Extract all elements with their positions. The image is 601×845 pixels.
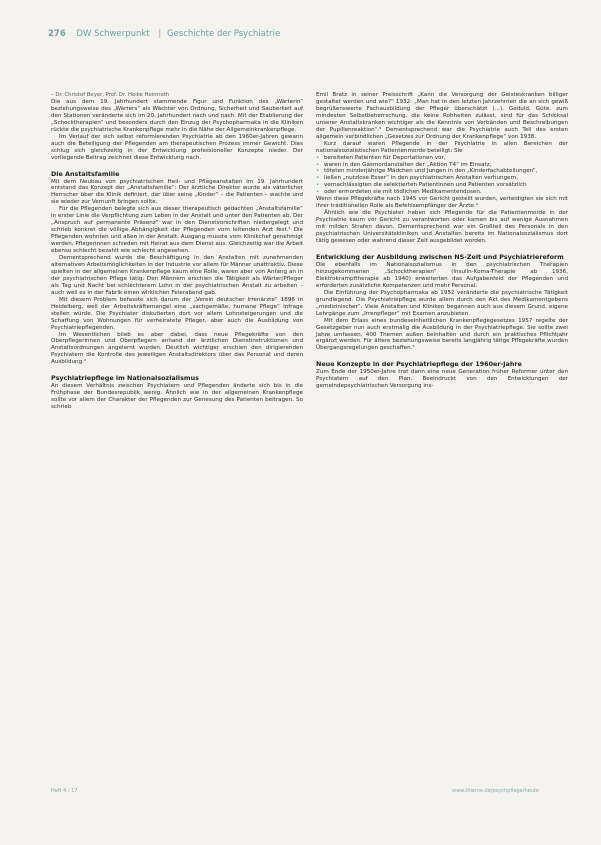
- footer-issue: Heft 4 / 17: [51, 788, 78, 794]
- body-paragraph: Kurz darauf waren Pflegende in der Psychiatrie in allen Bereichen der nationalsozialistischen Patientenmorde beteiligt: Sie: [316, 140, 568, 154]
- body-paragraph: Für die Pflegenden belegte sich aus dieser therapeutisch gedachten „Anstaltsfamilie“ in erster Linie die Verpflichtung zum Leben in der Anstalt und unter den Patienten ab. Der „Anspruch auf permanente Präsenz“ war in den Dienstvorschriften niedergelegt und schrieb konkret die völlige Abhängigkeit der Pflegenden vom leitenden Arzt fest.¹ Die Pflegenden wohnten und aßen in der Anstalt. Ausgang musste vom Klinikchef genehmigt werden, Pflegerinnen schieden mit Heirat aus dem Dienst aus. Gleichzeitig war die Arbeit ebenso schlecht bezahlt wie schlecht angesehen.: [51, 206, 303, 255]
- header-separator: |: [158, 29, 162, 39]
- right-column: [316, 92, 568, 390]
- running-header: [48, 29, 280, 43]
- body-paragraph: Emil Bratz in seiner Preisschrift „Kann die Versorgung der Geisteskranken billiger gestaltet werden und wie?“ 1932: „Man hat in den letzten Jahrzehnten die an sich gewiß begrüßenswerte Fachausbildung der Pfleger überschätzt (...). Geduld, Güte, zum mindesten Selbstbeherrschung, die keine Rohheiten zulässt, sind für das Schicksal unserer Anstaltskranken wichtiger als die Kenntnis von Verbänden und Beschreibungen der Pupillenreaktion“.³ Dementsprechend war die Psychiatrie auch Teil des ersten allgemein verbindlichen „Gesetzes zur Ordnung der Krankenpflege“ von 1938.: [316, 92, 568, 140]
- section-heading: Die Anstaltsfamilie: [51, 169, 120, 178]
- intro-paragraph: Die aus dem 19. Jahrhundert stammende Figur und Funktion des „Wärterin“ beziehungsweise des „Wärters“ als Wächter von Ordnung, Sicherheit und Sauberkeit auf den Stationen veränderte sich im 20. Jahrhundert nach und nach. Mit der Etablierung der „Schocktherapien“ und besonders durch den Einzug der Psychopharmaka in die Kliniken rückte die psychiatrische Krankenpflege mehr in die Nähe der Allgemeinkrankenpflege.: [51, 98, 303, 133]
- list-item: • waren in den Gasmordanstalten der „Aktion T4“ im Einsatz,: [316, 162, 568, 169]
- section-title: Geschichte der Psychiatrie: [166, 29, 281, 39]
- left-column: [51, 92, 303, 411]
- list-item: • vernachlässigten die selektierten Patientinnen und Patienten vorsätzlich: [316, 182, 568, 189]
- body-paragraph: Wenn diese Pflegekräfte nach 1945 vor Gericht gestellt wurden, verteidigten sie sich mit ihrer traditionellen Rolle als Befehlsempfänger der Ärzte.⁴: [316, 196, 568, 210]
- footer-url[interactable]: www.thieme.de/psychpflege/heute: [452, 788, 539, 794]
- body-paragraph: Im Wesentlichen blieb es aber dabei, dass neue Pflegekräfte von den Oberpflegerinnen und Oberpflegern anhand der ärztlichen Dienstinstruktionen und Anstaltsordnungen angelernt wurden. Deutlich wichtiger erschien den dirigierenden Psychiatern die Kontrolle des jeweiligen Anstaltsdirektors über das Personal und deren Ausbildung.²: [51, 331, 303, 366]
- section-heading: Psychiatriepflege im Nationalsozialismus: [51, 374, 199, 383]
- section-name: DW Schwerpunkt: [76, 29, 150, 39]
- body-paragraph: Mit dem Erlass eines bundeseinheitlichen Krankenpflegegesetzes 1957 regelte der Gesetzgeber nun auch erstmalig die Ausbildung in der Psychiatriepflege. Sie sollte zwei Jahre umfassen, 400 Themen außen beinhalten und durch ein praktisches Pflichtjahr ergänzt werden. Für ältere beziehungsweise bereits langjährig tätige Pflegekräfte wurden Übergangsregelungen geschaffen.⁵: [316, 317, 568, 352]
- page-number: 276: [48, 29, 66, 39]
- body-paragraph: An diesem Verhältnis zwischen Psychiatern und Pflegenden änderte sich bis in die Frühphase der Bundesrepublik wenig. Ähnlich wie in der allgemeinen Krankenpflege sollte vor allem der Charakter der Pflegenden zur Genesung des Patienten beitragen. So schrieb: [51, 383, 303, 411]
- body-paragraph: Dementsprechend wurde die Beschäftigung in den Anstalten mit zunehmenden alternativen Arbeitsmöglichkeiten in der Industrie vor allem für Männer unattraktiv. Diese spielten in der allgemeinen Krankenpflege kaum eine Rolle, waren aber von Anfang an in der psychiatrischen Pflege tätig. Den Männern erschien die Tätigkeit als Wärter/Pfleger als Tag und Nacht bei schlechterem Lohn in der psychiatrischen Anstalt zu arbeiten – auch weil es in der Fabrik einen wirklichen Feierabend gab.: [51, 255, 303, 296]
- section-heading: Entwicklung der Ausbildung zwischen NS-Zeit und Psychiatriereform: [316, 252, 564, 261]
- body-paragraph: Mit diesem Problem befasste sich darum der „Verein deutscher Irrenärzte“ 1896 in Heidelberg, weil der Arbeitskräftemangel eine „sachgemäße, humane Pflege“ infrage stellen würde. Die Psychiater diskutierten dort vor allem Lohnsteigerungen und die Schaffung von Wohnungen für verheiratete Pfleger, aber auch die Ausbildung von Psychiatriepflegenden.: [51, 296, 303, 331]
- author-line: – Dr. Christof Beyer, Prof. Dr. Heike Heimroth: [51, 92, 170, 98]
- list-item: • töteten minderjährige Mädchen und Jungen in den „Kinderfachabteilungen“,: [316, 168, 568, 175]
- intro-paragraph: Im Verlauf der sich selbst reformierenden Psychiatrie ab den 1960er-Jahren gewann auch die Beteiligung der Pflegenden am therapeutischen Prozess immer Gewicht. Dies schlug sich gleichzeitig in der Entwicklung professioneller Konzepte nieder. Der vorliegende Beitrag zeichnet diese Entwicklung nach.: [51, 133, 303, 161]
- body-paragraph: Zum Ende der 1950er-Jahre trat dann eine neue Generation früher Reformer unter den Psychiatern auf den Plan. Beeindruckt von den Entwicklungen der gemeindepsychiatrischen Versorgung ins-: [316, 369, 568, 390]
- body-paragraph: Die ebenfalls im Nationalsozialismus in den psychiatrischen Therapien hinzugekommenen „Schocktherapien“ (Insulin-Koma-Therapie ab 1936, Elektrokrampftherapie ab 1940) erweiterten das Aufgabenfeld der Pflegenden und erforderten zusätzliche Kompetenzen und mehr Personal.: [316, 261, 568, 289]
- list-item: • ließen „nutzlose Esser“ in den psychiatrischen Anstalten verhungern,: [316, 175, 568, 182]
- bullet-list: [316, 155, 568, 197]
- body-paragraph: Mit dem Neubau von psychiatrischen Heil- und Pflegeanstalten im 19. Jahrhundert entstand das Konzept der „Anstaltsfamilie“: Der ärztliche Direktor wurde als väterlicher Herrscher über die Klinik definiert, der über seine „Kinder“ – die Patienten – wachte und sie wieder zur Vernunft bringen sollte.: [51, 178, 303, 206]
- list-item: • bereiteten Patienten für Deportationen vor,: [316, 155, 568, 162]
- body-paragraph: Die Einführung der Psychopharmaka ab 1952 veränderte die psychiatrische Tätigkeit grundlegend. Die Psychiatriepflege wurde allem durch den Akt des Medikamentgebens „medizinischer“. Viele Anstalten und Kliniken begannen auch aus diesem Grund, eigene Lehrgänge zum „Irrenpfleger“ mit Examen anzubieten.: [316, 289, 568, 317]
- section-heading: Neue Konzepte in der Psychiatriepflege der 1960er-Jahre: [316, 360, 522, 369]
- body-paragraph: Ähnlich wie die Psychiater haben sich Pflegende für die Patientenmorde in der Psychiatrie kaum vor Gericht zu verantworten oder kamen bis auf wenige Ausnahmen mit milden Strafen davon. Dementsprechend war ein Großteil des Personals in den psychiatrischen Universitätskliniken und Anstalten bereits im Nationalsozialismus dort tätig gewesen oder wahrend dieser Zeit ausgebildet worden.: [316, 210, 568, 245]
- list-item: • oder ermordeten sie mit tödlichen Medikamentendosen.: [316, 189, 568, 196]
